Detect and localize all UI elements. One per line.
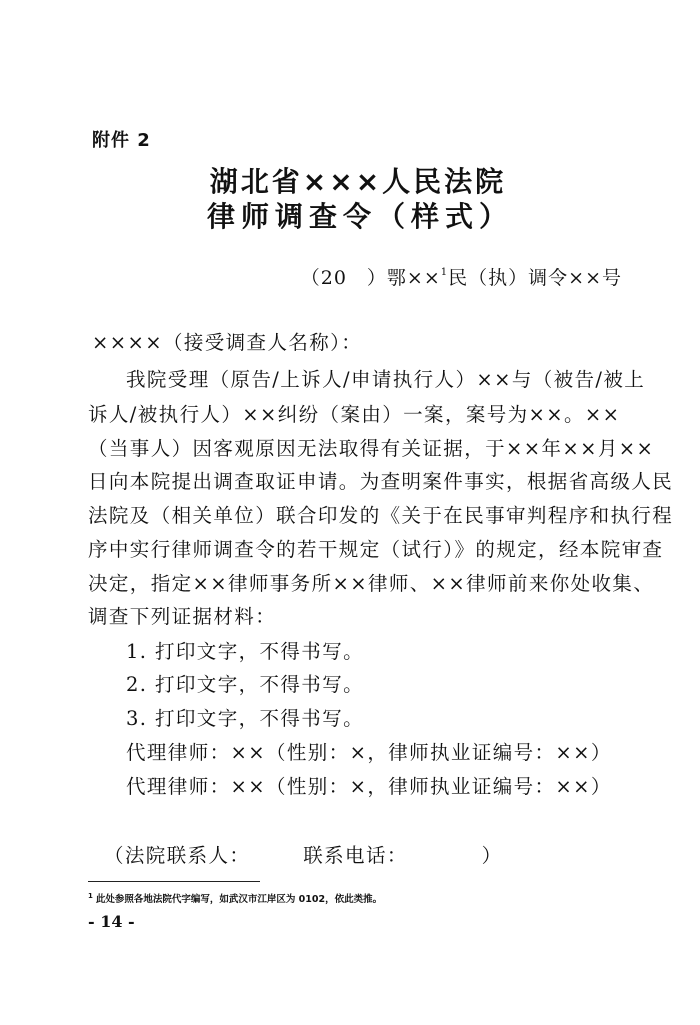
addressee-line: ××××（接受调查人名称）： <box>92 331 363 354</box>
body-line: 法院及（相关单位）联合印发的《关于在民事审判程序和执行程 <box>88 504 674 527</box>
footnote-reference-mark: 1 <box>440 267 449 278</box>
body-line: 我院受理（原告/上诉人/申请执行人）××与（被告/被上 <box>126 368 646 391</box>
evidence-list-item: 1. 打印文字，不得书写。 <box>126 640 365 663</box>
body-line: 序中实行律师调查令的若干规定（试行）》的规定，经本院审查 <box>88 538 664 561</box>
footnote <box>88 891 382 905</box>
body-line: 诉人/被执行人）××纠纷（案由）一案，案号为××。×× <box>88 403 621 426</box>
footnote-mark: 1 <box>88 892 93 900</box>
attachment-label: 附件 2 <box>92 130 151 151</box>
document-title-line2: 律师调查令（样式） <box>206 200 513 233</box>
court-contact-line: （法院联系人： 联系电话： ） <box>104 844 503 867</box>
body-line: 调查下列证据材料： <box>88 605 277 628</box>
agent-lawyer-line: 代理律师：××（性别：×，律师执业证编号：××） <box>126 741 612 764</box>
agent-lawyer-line: 代理律师：××（性别：×，律师执业证编号：××） <box>126 775 612 798</box>
footnote-text: 此处参照各地法院代字编写，如武汉市江岸区为 0102，依此类推。 <box>95 894 383 905</box>
body-line: 日向本院提出调查取证申请。为查明案件事实，根据省高级人民 <box>88 470 674 493</box>
document-number-prefix: （20 ）鄂×× <box>300 267 441 289</box>
document-title-line1: 湖北省×××人民法院 <box>209 165 507 198</box>
document-number-suffix: 民（执）调令××号 <box>448 267 622 289</box>
document-number <box>301 263 622 290</box>
page-number: - 14 - <box>88 912 135 931</box>
body-line: （当事人）因客观原因无法取得有关证据，于××年××月×× <box>88 437 655 460</box>
footnote-divider <box>88 881 260 882</box>
evidence-list-item: 3. 打印文字，不得书写。 <box>126 707 365 730</box>
evidence-list-item: 2. 打印文字，不得书写。 <box>126 673 365 696</box>
body-line: 决定，指定××律师事务所××律师、××律师前来你处收集、 <box>88 572 655 595</box>
